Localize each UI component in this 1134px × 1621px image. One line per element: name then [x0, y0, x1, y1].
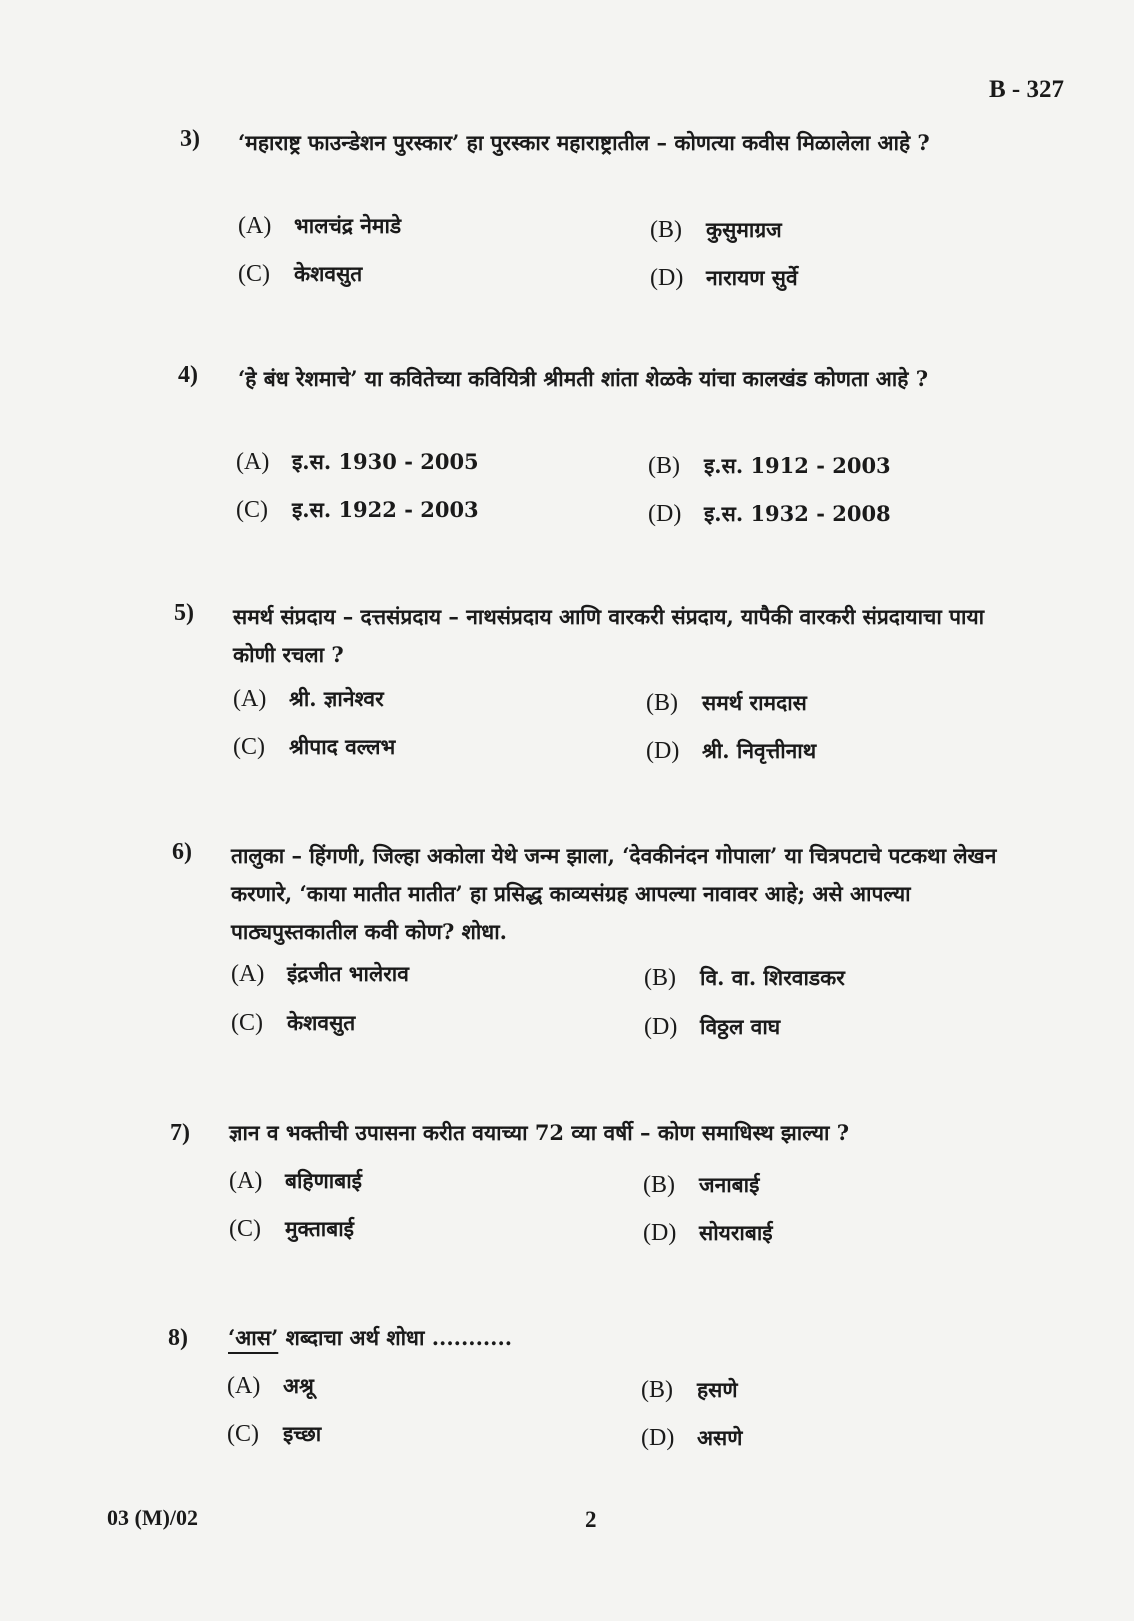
option-label: (A) [238, 213, 272, 239]
question-number: 4) [178, 362, 198, 388]
option-d [641, 1424, 742, 1452]
option-text: श्री. ज्ञानेश्वर [289, 686, 384, 711]
option-label: (A) [236, 449, 270, 475]
option-label: (B) [646, 690, 678, 716]
question-text-rest: शब्दाचा अर्थ शोधा ........... [278, 1325, 513, 1350]
option-label: (B) [641, 1377, 673, 1403]
option-label: (D) [643, 1220, 677, 1246]
question-text: समर्थ संप्रदाय – दत्तसंप्रदाय – नाथसंप्रदाय आणि वारकरी संप्रदाय, यापैकी वारकरी संप्रदायाचा पाया कोणी रचला ? [233, 604, 985, 667]
option-a [229, 1167, 362, 1195]
option-text: इंद्रजीत भालेराव [287, 961, 409, 986]
question-text: ज्ञान व भक्तीची उपासना करीत वयाच्या 72 व्या वर्षी – कोण समाधिस्थ झाल्या ? [229, 1120, 850, 1145]
option-text: जनाबाई [699, 1172, 760, 1197]
option-text: अश्रू [283, 1373, 314, 1398]
option-text: हसणे [697, 1377, 738, 1402]
option-label: (A) [229, 1168, 263, 1194]
option-text: इ.स. 1932 - 2008 [704, 501, 891, 526]
page-number: 2 [585, 1507, 597, 1532]
option-label: (C) [233, 734, 265, 760]
option-label: (C) [229, 1216, 261, 1242]
option-c [236, 496, 479, 524]
option-text: इच्छा [283, 1421, 322, 1446]
option-label: (C) [236, 497, 268, 523]
option-b [641, 1376, 738, 1404]
option-text: सोयराबाई [699, 1220, 773, 1245]
question-text: ‘महाराष्ट्र फाउन्डेशन पुरस्कार’ हा पुरस्कार महाराष्ट्रातील – कोणत्या कवीस मिळालेला आहे ? [238, 130, 930, 155]
option-c [231, 1009, 355, 1037]
option-label: (D) [644, 1014, 678, 1040]
option-a [238, 212, 401, 240]
option-label: (A) [233, 686, 267, 712]
option-label: (B) [643, 1172, 675, 1198]
option-a [233, 685, 384, 713]
question-text: ‘हे बंध रेशमाचे’ या कवितेच्या कवियित्री श्रीमती शांता शेळके यांचा कालखंड कोणता आहे ? [238, 366, 929, 391]
option-text: विठ्ठल वाघ [700, 1014, 781, 1039]
document-code: B - 327 [989, 76, 1064, 103]
option-text: कुसुमाग्रज [706, 217, 782, 242]
option-text: नारायण सुर्वे [706, 265, 798, 290]
option-label: (A) [231, 961, 265, 987]
option-d [648, 500, 891, 528]
option-c [238, 260, 362, 288]
option-text: बहिणाबाई [285, 1168, 362, 1193]
question-number: 6) [172, 839, 192, 865]
option-d [644, 1013, 780, 1041]
underlined-word: ‘आस’ [228, 1325, 279, 1350]
option-text: श्रीपाद वल्लभ [289, 734, 396, 759]
question-number: 3) [180, 126, 200, 152]
option-label: (C) [238, 261, 270, 287]
question-text [228, 1319, 1028, 1357]
option-b [646, 689, 807, 717]
option-label: (C) [231, 1010, 263, 1036]
option-text: इ.स. 1930 - 2005 [292, 449, 479, 474]
option-a [227, 1372, 314, 1400]
option-label: (B) [648, 453, 680, 479]
option-a [231, 960, 409, 988]
option-b [648, 452, 891, 480]
option-b [643, 1171, 759, 1199]
option-label: (B) [650, 217, 682, 243]
option-label: (B) [644, 965, 676, 991]
option-b [644, 964, 845, 992]
option-text: मुक्ताबाई [285, 1216, 354, 1241]
option-text: इ.स. 1922 - 2003 [292, 497, 479, 522]
option-d [643, 1219, 773, 1247]
option-text: केशवसुत [294, 261, 363, 286]
footer-paper-code: 03 (M)/02 [107, 1505, 199, 1530]
option-label: (A) [227, 1373, 261, 1399]
option-label: (C) [227, 1421, 259, 1447]
option-label: (D) [650, 265, 684, 291]
option-text: वि. वा. शिरवाडकर [700, 965, 845, 990]
option-text: केशवसुत [287, 1010, 356, 1035]
option-text: भालचंद्र नेमाडे [294, 213, 402, 238]
option-b [650, 216, 782, 244]
option-text: असणे [697, 1425, 743, 1450]
question-text: तालुका – हिंगणी, जिल्हा अकोला येथे जन्म झाला, ‘देवकीनंदन गोपाला’ या चित्रपटाचे पटकथा लेखन करणारे, ‘काया मातीत मातीत’ हा प्रसिद्ध काव्यसंग्रह आपल्या नावावर आहे; असे आपल्या पाठ्यपुस्तकातील कवी कोण? शोधा. [231, 843, 997, 944]
option-a [236, 448, 479, 476]
option-label: (D) [648, 501, 682, 527]
option-text: समर्थ रामदास [702, 690, 807, 715]
option-c [233, 733, 395, 761]
option-label: (D) [641, 1425, 675, 1451]
option-text: इ.स. 1912 - 2003 [704, 453, 891, 478]
question-number: 8) [168, 1325, 188, 1351]
question-number: 5) [174, 600, 194, 626]
option-text: श्री. निवृत्तीनाथ [702, 738, 817, 763]
question-number: 7) [170, 1120, 190, 1146]
option-c [227, 1420, 321, 1448]
option-d [646, 737, 816, 765]
option-d [650, 264, 798, 292]
option-label: (D) [646, 738, 680, 764]
option-c [229, 1215, 354, 1243]
